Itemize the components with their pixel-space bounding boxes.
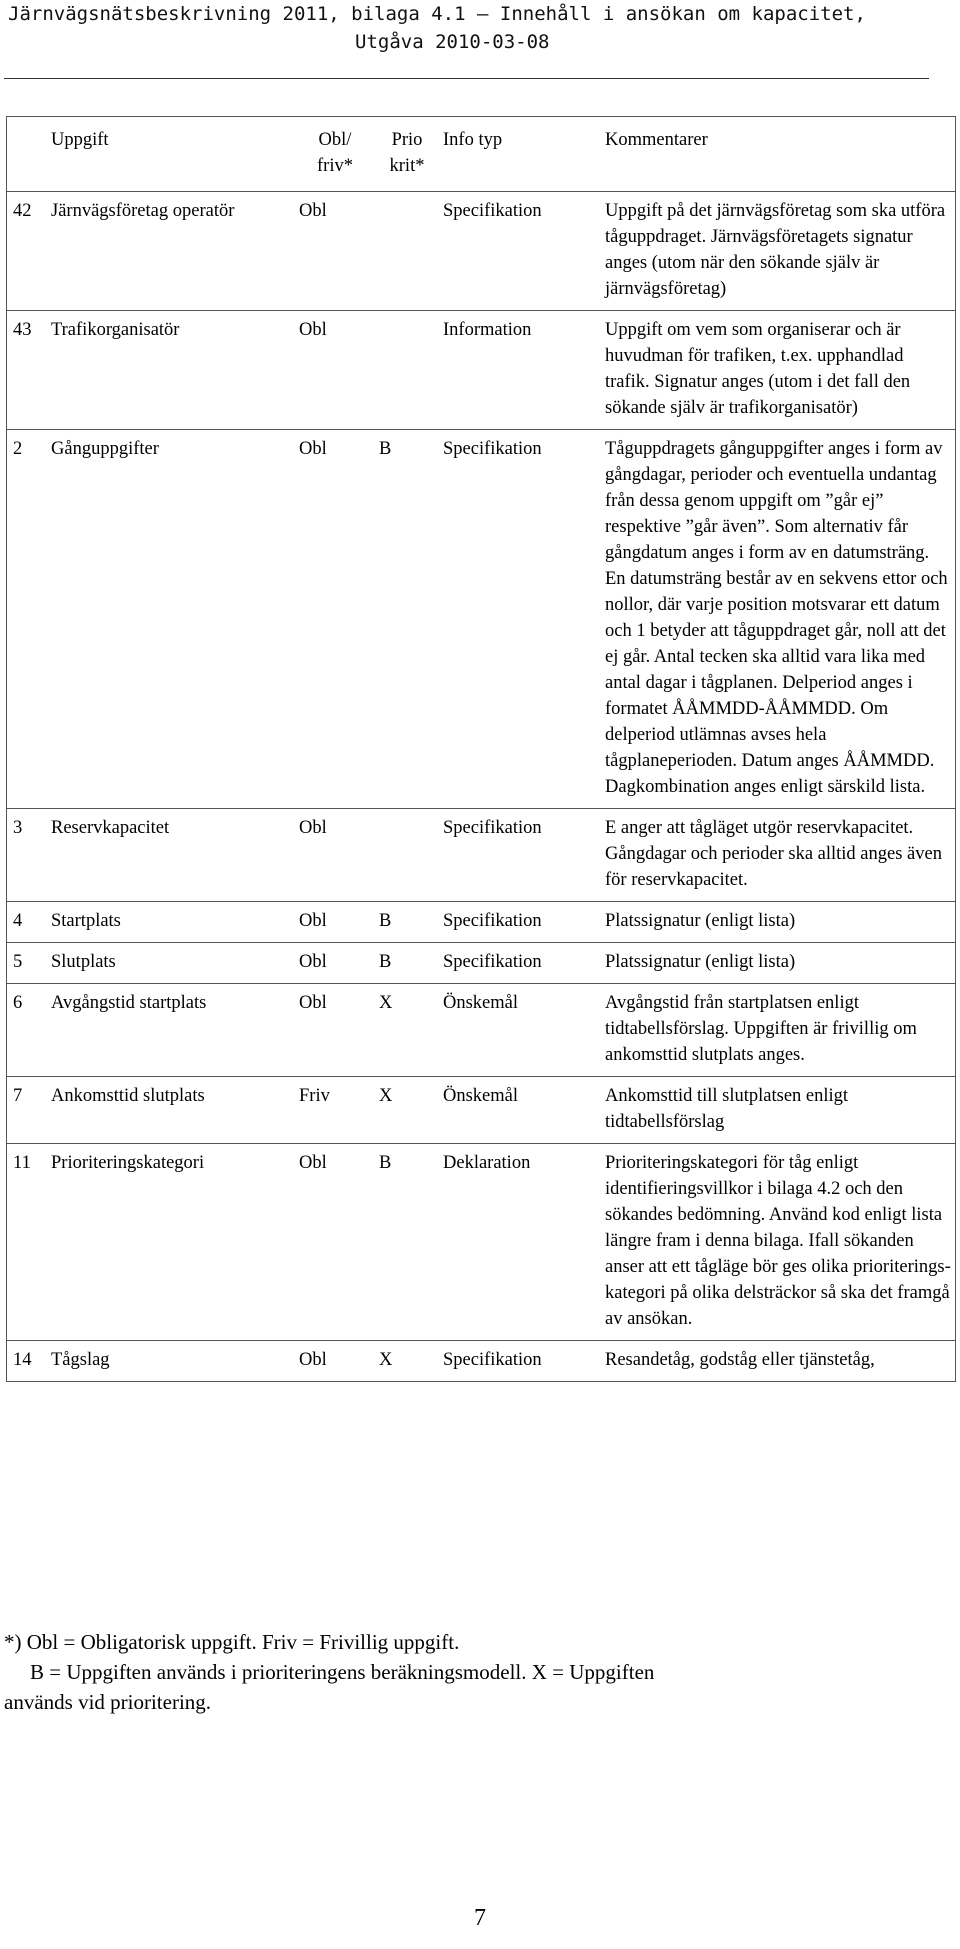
row-prio-krit: [375, 311, 439, 430]
header-obl-friv: Obl/ friv*: [317, 130, 353, 176]
row-info-typ: Specifikation: [443, 1350, 542, 1370]
row-number: 11: [13, 1153, 31, 1173]
row-prio-krit: X: [379, 1086, 393, 1106]
table-row: [7, 902, 956, 943]
row-kommentar: Uppgift om vem som organiserar och är huvudman för trafiken, t.ex. upphandlad trafik. Signatur anges (utom i det fall den sökande själv är trafikorganisatör): [605, 320, 911, 418]
row-info-typ: Specifikation: [443, 439, 542, 459]
row-uppgift: Avgångstid startplats: [51, 993, 207, 1013]
row-obl-friv: Friv: [299, 1086, 330, 1106]
row-obl-friv: Obl: [299, 818, 327, 838]
header-info-typ: Info typ: [443, 130, 503, 150]
row-obl-friv: Obl: [299, 201, 327, 221]
row-number: 7: [13, 1086, 23, 1106]
row-uppgift: Startplats: [51, 911, 121, 931]
row-obl-friv: Obl: [299, 952, 327, 972]
row-kommentar: Platssignatur (enligt lista): [605, 952, 796, 972]
row-info-typ: Information: [443, 320, 532, 340]
row-kommentar: Uppgift på det järnvägsföretag som ska utföra tåguppdraget. Järnvägsföretagets signatur anges (utom när den sökande själv är järnvägsföretag): [605, 201, 946, 299]
row-uppgift: Trafikorganisatör: [51, 320, 180, 340]
row-prio-krit: X: [379, 993, 393, 1013]
table-row: [7, 1077, 956, 1144]
table-row: [7, 984, 956, 1077]
row-number: 4: [13, 911, 23, 931]
row-kommentar: Tåguppdragets gånguppgifter anges i form av gångdagar, perioder och eventuella undantag från dessa genom uppgift om ”går ej” respektive ”går även”. Som alternativ får gångdatum anges i form av en datumsträng. En datumsträng består av en sekvens ettor och nollor, där varje position motsvarar ett datum och 1 betyder att tåguppdraget går, noll att det ej går. Antal tecken ska alltid vara lika med antal dagar i tågplanen. Delperiod anges i formatet ÅÅMMDD-ÅÅMMDD. Om delperiod utlämnas avses hela tågplaneperioden. Datum anges ÅÅMMDD. Dagkombination anges enligt särskild lista.: [605, 439, 948, 797]
table-row: [7, 430, 956, 809]
row-uppgift: Prioriteringskategori: [51, 1153, 205, 1173]
row-uppgift: Slutplats: [51, 952, 116, 972]
row-prio-krit: B: [379, 952, 392, 972]
table-row: [7, 192, 956, 311]
table-row: [7, 1341, 956, 1382]
row-uppgift: Gånguppgifter: [51, 439, 159, 459]
row-prio-krit: [375, 809, 439, 902]
row-number: 14: [13, 1350, 32, 1370]
row-number: 3: [13, 818, 23, 838]
row-prio-krit: [375, 192, 439, 311]
row-info-typ: Önskemål: [443, 1086, 519, 1106]
row-info-typ: Specifikation: [443, 818, 542, 838]
row-info-typ: Specifikation: [443, 952, 542, 972]
row-kommentar: Resandetåg, godståg eller tjänstetåg,: [605, 1350, 875, 1370]
row-prio-krit: B: [379, 439, 392, 459]
table-header-row: [7, 117, 956, 192]
footnote-line2: B = Uppgiften används i prioriteringens beräkningsmodell. X = Uppgiften: [30, 1660, 655, 1684]
row-info-typ: Önskemål: [443, 993, 519, 1013]
row-info-typ: Specifikation: [443, 911, 542, 931]
footnote-line1: *) Obl = Obligatorisk uppgift. Friv = Frivillig uppgift.: [4, 1630, 460, 1654]
table-row: [7, 311, 956, 430]
header-prio-krit: Prio krit*: [389, 130, 425, 176]
row-kommentar: Prioriteringskategori för tåg enligt identifieringsvillkor i bilaga 4.2 och den sökandes bedömning. Använd kod enligt lista längre fram i denna bilaga. Ifall sökanden anser att ett tågläge bör ges olika prioriterings-kategori på olika delsträckor så ska det framgå av ansökan.: [605, 1153, 951, 1329]
header-uppgift: Uppgift: [51, 130, 109, 150]
header-title-line1: Järnvägsnätsbeskrivning 2011, bilaga 4.1 — Innehåll i ansökan om kapacitet,: [8, 3, 866, 25]
row-obl-friv: Obl: [299, 1350, 327, 1370]
table-row: [7, 943, 956, 984]
row-obl-friv: Obl: [299, 993, 327, 1013]
row-kommentar: Ankomsttid till slutplatsen enligt tidtabellsförslag: [605, 1086, 849, 1132]
row-prio-krit: B: [379, 1153, 392, 1173]
row-kommentar: Avgångstid från startplatsen enligt tidtabellsförslag. Uppgiften är frivillig om ankomsttid slutplats anges.: [605, 993, 917, 1065]
row-uppgift: Tågslag: [51, 1350, 110, 1370]
page-number: 7: [474, 1905, 486, 1931]
row-number: 5: [13, 952, 23, 972]
row-kommentar: E anger att tågläget utgör reservkapacitet. Gångdagar och perioder ska alltid anges även för reservkapacitet.: [605, 818, 942, 890]
row-obl-friv: Obl: [299, 1153, 327, 1173]
row-uppgift: Ankomsttid slutplats: [51, 1086, 205, 1106]
row-number: 43: [13, 320, 32, 340]
row-uppgift: Järnvägsföretag operatör: [51, 201, 235, 221]
row-number: 2: [13, 439, 23, 459]
row-info-typ: Specifikation: [443, 201, 542, 221]
row-obl-friv: Obl: [299, 439, 327, 459]
row-obl-friv: Obl: [299, 911, 327, 931]
header-num-cell: [7, 117, 48, 192]
footnote-line3: används vid prioritering.: [4, 1690, 212, 1714]
row-obl-friv: Obl: [299, 320, 327, 340]
row-number: 42: [13, 201, 32, 221]
row-info-typ: Deklaration: [443, 1153, 531, 1173]
row-number: 6: [13, 993, 23, 1013]
table-row: [7, 809, 956, 902]
header-title-line2: Utgåva 2010-03-08: [355, 31, 550, 53]
header-kommentarer: Kommentarer: [605, 130, 708, 150]
row-kommentar: Platssignatur (enligt lista): [605, 911, 796, 931]
application-content-table: [6, 116, 956, 1382]
row-uppgift: Reservkapacitet: [51, 818, 170, 838]
row-prio-krit: B: [379, 911, 392, 931]
header-divider: [4, 78, 929, 79]
row-prio-krit: X: [379, 1350, 393, 1370]
table-row: [7, 1144, 956, 1341]
